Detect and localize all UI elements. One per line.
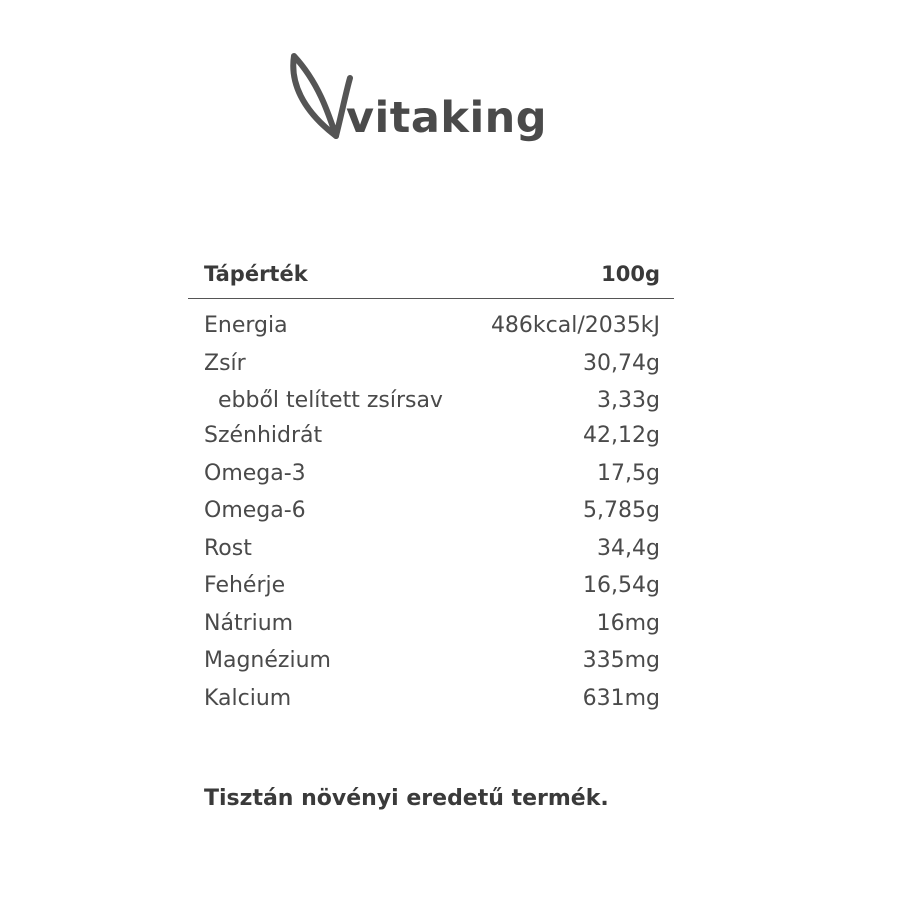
row-value: 42,12g <box>583 423 660 448</box>
table-row <box>188 461 674 499</box>
plant-origin-note: Tisztán növényi eredetű termék. <box>204 786 609 811</box>
row-label: Fehérje <box>204 573 286 598</box>
table-row <box>188 648 674 686</box>
table-row <box>188 686 674 724</box>
row-value: 17,5g <box>597 460 660 486</box>
table-row-sub <box>188 388 674 423</box>
row-label: Szénhidrát <box>204 423 323 448</box>
row-value: 486kcal/2035kJ <box>490 313 660 338</box>
row-value: 30,74g <box>583 350 660 376</box>
table-row <box>188 423 674 461</box>
nutrition-table <box>188 262 674 723</box>
row-label: Magnézium <box>204 648 331 673</box>
table-header <box>188 262 674 299</box>
row-value: 3,33g <box>597 388 660 413</box>
row-value: 34,4g <box>597 535 660 561</box>
table-row <box>188 498 674 536</box>
row-value: 16,54g <box>583 573 660 598</box>
brand-name: vitaking <box>346 93 548 143</box>
header-label: Tápérték <box>204 262 308 286</box>
row-label: Nátrium <box>204 610 294 636</box>
table-row <box>188 611 674 649</box>
row-label: Omega-3 <box>204 460 306 486</box>
table-rows <box>188 313 674 723</box>
table-row <box>188 313 674 351</box>
table-row <box>188 573 674 611</box>
row-value: 335mg <box>582 648 660 673</box>
row-label: Omega-6 <box>204 498 306 523</box>
row-label: Rost <box>204 535 252 561</box>
brand-logo <box>288 52 548 152</box>
table-row <box>188 536 674 574</box>
row-value: 5,785g <box>583 498 660 523</box>
row-label: ebből telített zsírsav <box>218 388 443 413</box>
row-value: 631mg <box>582 685 660 711</box>
row-value: 16mg <box>596 610 660 636</box>
header-value: 100g <box>601 262 660 286</box>
table-row <box>188 351 674 389</box>
row-label: Kalcium <box>204 685 292 711</box>
row-label: Energia <box>204 313 288 338</box>
row-label: Zsír <box>204 350 246 376</box>
